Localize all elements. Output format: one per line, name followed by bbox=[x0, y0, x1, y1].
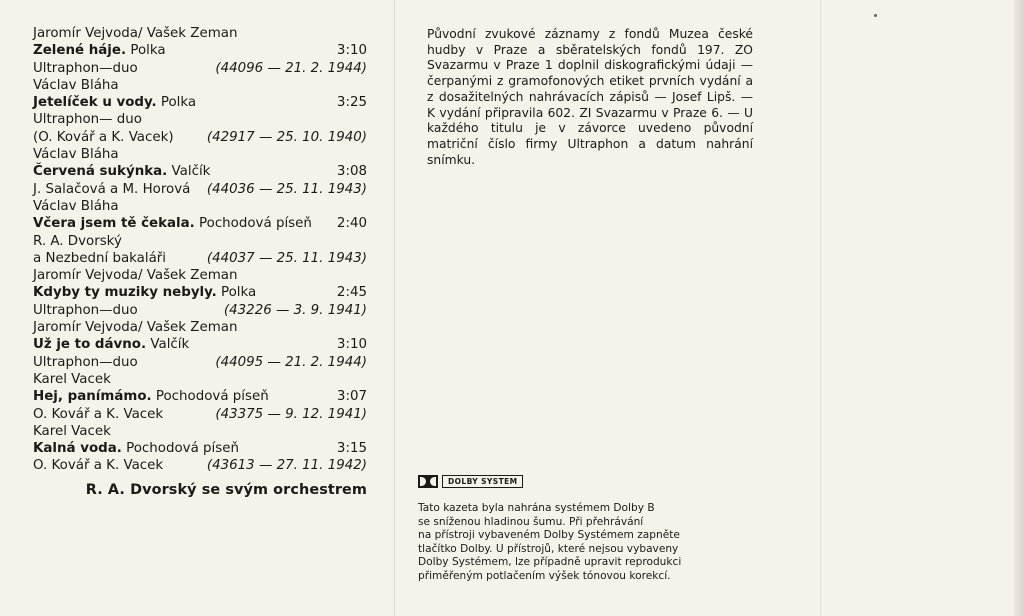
track-artist: Václav Bláha bbox=[33, 147, 119, 163]
track-artist: Jaromír Vejvoda/ Vašek Zeman bbox=[33, 320, 238, 336]
band-heading: R. A. Dvorský se svým orchestrem bbox=[85, 481, 367, 498]
track-title: Včera jsem tě čekala. bbox=[33, 216, 195, 232]
dolby-notice-line: na přístroji vybaveném Dolby Systémem zapněte bbox=[418, 529, 680, 542]
dolby-notice-line: přiměřeným potlačením výšek tónovou korekcí. bbox=[418, 569, 671, 582]
dolby-notice-line: tlačítko Dolby. U přístrojů, které nejsou vybaveny bbox=[418, 542, 679, 555]
dolby-notice-line: Dolby Systémem, lze případně upravit reprodukci bbox=[418, 556, 682, 569]
track-genre: Valčík bbox=[150, 337, 190, 353]
track-duration: 3:10 bbox=[336, 337, 367, 353]
liner-notes: Původní zvukové záznamy z fondů Muzea české hudby v Praze a sběratelských fondů 197. ZO Svazarmu v Praze 1 doplnil diskografickými údaji — čerpanými z gramofonových etiket prvních vydání a z dosažitelných nahrávacích zápisů — Josef Lipš. — K vydání připravila 602. ZI Svazarmu v Praze 6. — U každého titulu je v závorce uvedeno původní matriční číslo firmy Ultraphon a datum nahrání snímku. bbox=[427, 27, 753, 167]
card-edge bbox=[1014, 0, 1024, 616]
track-title: Zelené háje. bbox=[33, 43, 127, 59]
track-performers: (O. Kovář a K. Vacek) bbox=[33, 129, 174, 145]
track-performers: Ultraphon—duo bbox=[33, 60, 138, 76]
dolby-notice-line: se sníženou hladinou šumu. Při přehrávání bbox=[418, 515, 644, 528]
track-matrix: (44095 — 21. 2. 1944) bbox=[215, 354, 367, 370]
track-performers: Ultraphon—duo bbox=[33, 354, 138, 370]
track-item bbox=[33, 77, 367, 146]
track-duration: 3:07 bbox=[336, 389, 367, 405]
track-duration: 2:45 bbox=[336, 285, 367, 301]
track-artist: Václav Bláha bbox=[33, 77, 119, 93]
track-artist: Jaromír Vejvoda/ Vašek Zeman bbox=[33, 26, 238, 41]
track-item bbox=[33, 371, 367, 423]
track-genre: Polka bbox=[130, 43, 166, 59]
track-duration: 3:08 bbox=[336, 164, 367, 180]
track-title: Už je to dávno. bbox=[33, 337, 147, 353]
track-item bbox=[33, 267, 367, 319]
track-performers: O. Kovář a K. Vacek bbox=[33, 406, 164, 422]
dolby-double-d-icon bbox=[418, 475, 438, 488]
track-genre: Valčík bbox=[171, 164, 211, 180]
track-item bbox=[33, 319, 367, 371]
track-artist: Jaromír Vejvoda/ Vašek Zeman bbox=[33, 268, 238, 284]
fold-line bbox=[820, 0, 821, 616]
track-artist: Karel Vacek bbox=[33, 371, 111, 387]
track-performers: O. Kovář a K. Vacek bbox=[33, 458, 164, 474]
track-matrix: (44037 — 25. 11. 1943) bbox=[206, 250, 367, 266]
track-item bbox=[33, 25, 367, 77]
track-title: Červená sukýnka. bbox=[33, 164, 168, 180]
dolby-notice bbox=[418, 502, 748, 584]
track-matrix: (44096 — 21. 2. 1944) bbox=[215, 60, 367, 76]
track-matrix: (44036 — 25. 11. 1943) bbox=[206, 181, 367, 197]
track-performers: Ultraphon—duo bbox=[33, 302, 138, 318]
track-title: Kdyby ty muziky nebyly. bbox=[33, 285, 217, 301]
track-matrix: (42917 — 25. 10. 1940) bbox=[206, 129, 367, 145]
track-performers: J. Salačová a M. Horová bbox=[33, 181, 191, 197]
track-duration: 3:25 bbox=[336, 95, 367, 111]
track-matrix: (43226 — 3. 9. 1941) bbox=[223, 302, 367, 318]
track-title: Hej, panímámo. bbox=[33, 389, 152, 405]
track-item bbox=[33, 423, 367, 475]
track-genre: Pochodová píseň bbox=[126, 441, 239, 457]
dolby-logo bbox=[418, 475, 523, 488]
track-genre: Polka bbox=[160, 95, 197, 111]
track-matrix: (43613 — 27. 11. 1942) bbox=[206, 458, 367, 474]
track-item bbox=[33, 146, 367, 198]
track-list bbox=[33, 25, 367, 499]
track-duration: 2:40 bbox=[336, 216, 367, 232]
track-item bbox=[33, 198, 367, 267]
track-matrix: (43375 — 9. 12. 1941) bbox=[215, 406, 367, 422]
track-duration: 3:15 bbox=[336, 441, 367, 457]
dolby-notice-line: Tato kazeta byla nahrána systémem Dolby B bbox=[418, 502, 655, 514]
fold-line bbox=[394, 0, 395, 616]
track-performers: R. A. Dvorský bbox=[33, 233, 122, 249]
dolby-system-label: DOLBY SYSTEM bbox=[442, 475, 523, 488]
print-speck bbox=[874, 14, 877, 17]
track-genre: Pochodová píseň bbox=[155, 389, 269, 405]
track-genre: Polka bbox=[221, 285, 257, 301]
track-performers: a Nezbední bakaláři bbox=[33, 250, 167, 266]
track-artist: Václav Bláha bbox=[33, 198, 119, 214]
track-artist: Karel Vacek bbox=[33, 423, 111, 439]
track-title: Kalná voda. bbox=[33, 441, 122, 457]
track-genre: Pochodová píseň bbox=[199, 216, 312, 232]
track-duration: 3:10 bbox=[336, 43, 367, 59]
track-title: Jetelíček u vody. bbox=[33, 95, 157, 111]
track-performers: Ultraphon— duo bbox=[33, 112, 142, 128]
